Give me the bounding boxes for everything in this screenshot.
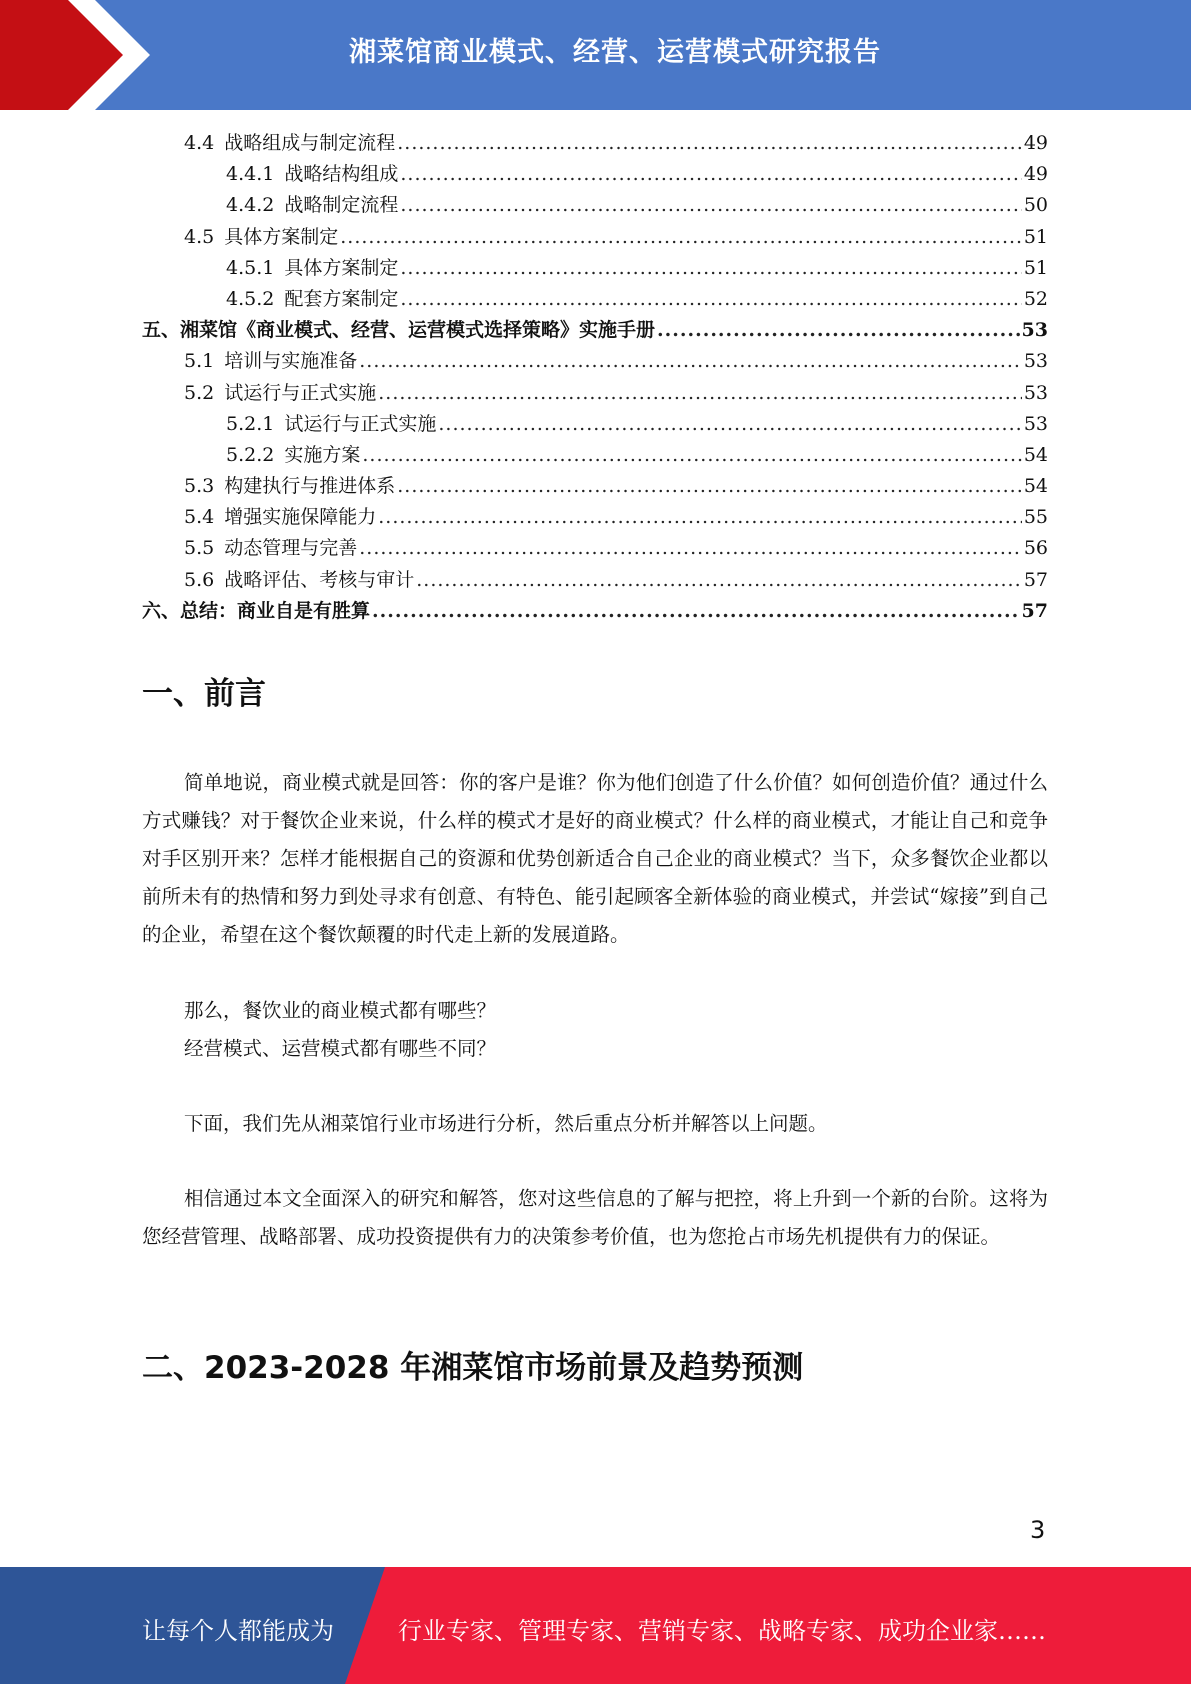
- page-footer: [0, 1567, 1191, 1684]
- toc-entry-title: 配套方案制定: [284, 287, 399, 310]
- toc-dot-leader: [359, 533, 1022, 564]
- toc-entry-number: 4.4: [184, 132, 215, 154]
- toc-entry-page: 49: [1023, 163, 1048, 186]
- header-title: 湘菜馆商业模式、经营、运营模式研究报告: [349, 37, 881, 68]
- toc-entry-number: 5.1: [184, 350, 215, 373]
- toc-entry-page: 55: [1023, 506, 1048, 529]
- toc-dot-leader: [359, 346, 1022, 377]
- toc-entry[interactable]: [142, 284, 1048, 315]
- toc-entry[interactable]: [142, 346, 1048, 377]
- toc-dot-leader: [416, 565, 1022, 596]
- page-number: 3: [1030, 1516, 1046, 1544]
- toc-entry-title: 战略组成与制定流程: [224, 132, 396, 154]
- toc-entry-number: 5.2.2: [226, 443, 275, 466]
- toc-entry-number: 5.6: [184, 568, 215, 591]
- toc-dot-leader: [340, 222, 1022, 253]
- toc-dot-leader: [438, 409, 1021, 440]
- toc-entry[interactable]: [142, 596, 1048, 627]
- toc-entry-title: 战略评估、考核与审计: [224, 568, 415, 591]
- toc-entry-number: 4.5.1: [226, 256, 275, 279]
- toc-entry[interactable]: [142, 471, 1048, 502]
- toc-entry-title: 战略制定流程: [284, 194, 399, 217]
- toc-entry[interactable]: [142, 222, 1048, 253]
- toc-entry-page: 54: [1023, 475, 1048, 498]
- toc-entry-title: 增强实施保障能力: [224, 506, 377, 529]
- toc-entry-title: 实施方案: [284, 443, 361, 466]
- toc-dot-leader: [657, 315, 1020, 346]
- toc-entry[interactable]: [142, 409, 1048, 440]
- toc-entry-page: 57: [1021, 599, 1048, 622]
- preface-question-2: 经营模式、运营模式都有哪些不同？: [184, 1037, 497, 1060]
- preface-question-1: 那么，餐饮业的商业模式都有哪些？: [184, 999, 497, 1022]
- toc-entry-page: 53: [1023, 381, 1048, 404]
- toc-entry-page: 50: [1023, 194, 1048, 217]
- toc-entry-title: 试运行与正式实施: [224, 381, 377, 404]
- toc-entry-page: 52: [1023, 287, 1048, 310]
- table-of-contents: [142, 128, 1048, 627]
- toc-entry-number: 5.5: [184, 537, 215, 560]
- toc-entry[interactable]: [142, 502, 1048, 533]
- toc-dot-leader: [372, 596, 1020, 627]
- toc-entry-number: 4.5: [184, 225, 215, 248]
- toc-dot-leader: [397, 128, 1022, 159]
- header-arrow-decoration: [0, 0, 160, 110]
- toc-entry-page: 51: [1023, 256, 1048, 279]
- toc-dot-leader: [378, 378, 1022, 409]
- toc-entry-title: 具体方案制定: [284, 256, 399, 279]
- preface-paragraph-3: 相信通过本文全面深入的研究和解答，您对这些信息的了解与把控，将上升到一个新的台阶。这将为您经营管理、战略部署、成功投资提供有力的决策参考价值，也为您抢占市场先机提供有力的保证。: [142, 1187, 1048, 1248]
- toc-entry-page: 51: [1023, 225, 1048, 248]
- toc-entry-number: 5.3: [184, 475, 215, 498]
- toc-entry-number: 4.4.2: [226, 194, 275, 217]
- toc-entry[interactable]: [142, 533, 1048, 564]
- toc-entry[interactable]: [142, 128, 1048, 159]
- toc-entry-page: 53: [1023, 350, 1048, 373]
- toc-entry-number: 5.4: [184, 506, 215, 529]
- toc-entry[interactable]: [142, 253, 1048, 284]
- toc-entry[interactable]: [142, 159, 1048, 190]
- toc-entry-page: 53: [1023, 412, 1048, 435]
- toc-entry-title: 具体方案制定: [224, 225, 339, 248]
- toc-dot-leader: [400, 284, 1021, 315]
- toc-dot-leader: [397, 471, 1022, 502]
- toc-entry-number: 4.5.2: [226, 287, 275, 310]
- toc-entry[interactable]: [142, 378, 1048, 409]
- toc-entry-title: 五、湘菜馆《商业模式、经营、运营模式选择策略》实施手册: [142, 319, 656, 342]
- toc-entry-number: 5.2: [184, 381, 215, 404]
- footer-slogan-right: 行业专家、管理专家、营销专家、战略专家、成功企业家……: [398, 1617, 1046, 1645]
- toc-entry-page: 53: [1021, 319, 1048, 342]
- toc-entry-title: 构建执行与推进体系: [224, 475, 396, 498]
- toc-entry-title: 培训与实施准备: [224, 350, 358, 373]
- toc-entry-title: 六、总结：商业自是有胜算: [142, 599, 371, 622]
- toc-entry-page: 49: [1023, 132, 1048, 154]
- section-heading-market-outlook: 二、2023-2028 年湘菜馆市场前景及趋势预测: [142, 1350, 804, 1386]
- toc-entry-number: 5.2.1: [226, 412, 275, 435]
- toc-dot-leader: [362, 440, 1021, 471]
- preface-paragraph-2: 下面，我们先从湘菜馆行业市场进行分析，然后重点分析并解答以上问题。: [184, 1112, 828, 1135]
- toc-entry-page: 56: [1023, 537, 1048, 560]
- toc-entry-title: 动态管理与完善: [224, 537, 358, 560]
- toc-dot-leader: [378, 502, 1022, 533]
- toc-entry[interactable]: [142, 440, 1048, 471]
- toc-entry-title: 战略结构组成: [284, 163, 399, 186]
- toc-dot-leader: [400, 253, 1021, 284]
- preface-paragraph-1: 简单地说，商业模式就是回答：你的客户是谁？你为他们创造了什么价值？如何创造价值？通过什么方式赚钱？对于餐饮企业来说，什么样的模式才是好的商业模式？什么样的商业模式，才能让自己和竞争对手区别开来？怎样才能根据自己的资源和优势创新适合自己企业的商业模式？当下，众多餐饮企业都以前所未有的热情和努力到处寻求有创意、有特色、能引起顾客全新体验的商业模式，并尝试“嫁接”到自己的企业，希望在这个餐饮颠覆的时代走上新的发展道路。: [142, 771, 1048, 946]
- toc-entry[interactable]: [142, 565, 1048, 596]
- toc-entry-page: 54: [1023, 443, 1048, 466]
- toc-dot-leader: [400, 159, 1021, 190]
- toc-entry-number: 4.4.1: [226, 163, 275, 186]
- page-header: [0, 0, 1191, 110]
- footer-slogan-left: 让每个人都能成为: [142, 1617, 334, 1645]
- toc-entry-page: 57: [1023, 568, 1048, 591]
- toc-entry[interactable]: [142, 315, 1048, 346]
- toc-dot-leader: [400, 190, 1021, 221]
- toc-entry-title: 试运行与正式实施: [284, 412, 437, 435]
- section-heading-preface: 一、前言: [142, 676, 266, 712]
- toc-entry[interactable]: [142, 190, 1048, 221]
